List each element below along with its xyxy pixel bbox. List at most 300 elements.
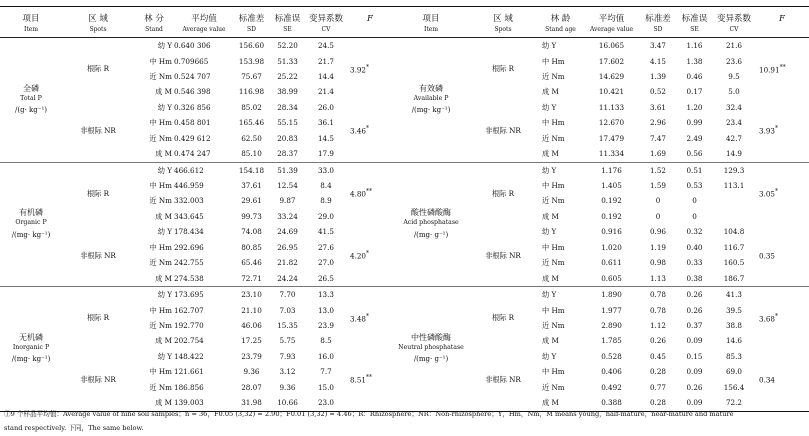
se-cell: 0.51 xyxy=(686,165,703,175)
f-value: 8.51 xyxy=(350,375,367,385)
cv-cell: 26.0 xyxy=(317,102,334,112)
f-value-cell xyxy=(755,38,809,100)
significance-mark: * xyxy=(775,188,779,196)
header-left-7-en xyxy=(346,23,394,38)
stand-cell: 中 Hm xyxy=(149,181,172,191)
stand-cell: 幼 Y xyxy=(542,227,557,237)
cv-cell: 36.1 xyxy=(317,118,334,128)
item-name-zh: 全磷 xyxy=(23,83,39,93)
f-value: 3.68 xyxy=(759,313,776,323)
average-value-cell: 0.326 856 xyxy=(174,102,211,112)
average-value-cell: 343.645 xyxy=(174,211,204,221)
item-unit: /(g· kg⁻¹) xyxy=(15,106,47,115)
spot-label: 非根际 NR xyxy=(485,126,521,136)
se-cell: 24.69 xyxy=(277,227,298,237)
cv-cell: 27.6 xyxy=(317,242,334,252)
se-cell: 9.87 xyxy=(279,196,296,206)
item-label-right xyxy=(394,38,468,163)
sd-cell: 2.96 xyxy=(649,118,666,128)
sd-cell: 17.25 xyxy=(241,336,262,346)
average-value-cell: 0.640 306 xyxy=(174,41,211,51)
average-value-cell: 0.388 xyxy=(601,398,622,408)
se-cell: 33.24 xyxy=(277,211,298,221)
cv-cell: 8.9 xyxy=(320,196,332,206)
se-cell: 52.20 xyxy=(277,41,298,51)
sd-cell: 153.98 xyxy=(238,56,265,66)
header-right-7-en xyxy=(755,23,809,38)
header-right-5: 标准误 xyxy=(681,13,708,23)
f-value-cell xyxy=(755,224,809,286)
se-cell: 0 xyxy=(692,211,697,221)
stand-cell: 中 Hm xyxy=(149,56,172,66)
se-cell: 7.93 xyxy=(279,351,296,361)
average-value-cell: 2.890 xyxy=(601,320,622,330)
average-value-cell: 332.003 xyxy=(174,196,204,206)
cv-cell: 21.4 xyxy=(317,87,334,97)
average-value-cell: 11.334 xyxy=(598,149,625,159)
table-row xyxy=(0,38,809,54)
average-value-cell: 173.695 xyxy=(174,290,204,300)
stand-cell: 近 Nm xyxy=(149,196,172,206)
stand-cell: 幼 Y xyxy=(157,351,172,361)
se-cell: 51.33 xyxy=(277,56,298,66)
stand-cell: 幼 Y xyxy=(542,41,557,51)
sd-cell: 0 xyxy=(655,211,661,221)
average-value-cell: 0.192 xyxy=(601,196,622,206)
f-value-cell xyxy=(755,100,809,162)
cv-cell: 33.0 xyxy=(317,165,334,175)
se-cell: 12.54 xyxy=(277,181,298,191)
cv-cell: 8.4 xyxy=(320,181,332,191)
spot-label: 非根际 NR xyxy=(80,126,116,136)
header-left-3: 平均值 xyxy=(191,13,217,23)
average-value-cell: 0.429 612 xyxy=(174,133,211,143)
significance-mark: * xyxy=(775,312,779,320)
average-value-cell: 1.785 xyxy=(601,336,622,346)
cv-cell: 72.2 xyxy=(725,398,742,408)
header-right-5-en: SE xyxy=(690,26,699,33)
average-value-cell: 1.020 xyxy=(601,242,622,252)
f-value: 3.46 xyxy=(350,126,367,136)
sd-cell: 116.98 xyxy=(238,87,265,97)
cv-cell: 8.5 xyxy=(320,336,332,346)
se-cell: 28.34 xyxy=(277,102,298,112)
stand-cell: 成 M xyxy=(155,87,172,97)
average-value-cell: 202.754 xyxy=(174,336,204,346)
sd-cell: 4.15 xyxy=(649,56,666,66)
item-name-en: Total P xyxy=(20,94,42,102)
sd-cell: 1.12 xyxy=(649,320,666,330)
cv-cell: 69.0 xyxy=(725,367,742,377)
significance-mark: * xyxy=(366,312,370,320)
sd-cell: 156.60 xyxy=(238,41,265,51)
sd-cell: 46.06 xyxy=(241,320,262,330)
average-value-cell: 0.916 xyxy=(601,227,622,237)
stand-cell: 近 Nm xyxy=(542,320,565,330)
se-cell: 0.09 xyxy=(686,336,703,346)
cv-cell: 14.4 xyxy=(317,71,334,81)
cv-cell: 7.7 xyxy=(320,367,332,377)
item-label-left xyxy=(0,162,62,287)
header-right-6-en: CV xyxy=(729,26,739,33)
stand-cell: 成 M xyxy=(542,273,559,283)
cv-cell: 41.3 xyxy=(725,290,742,300)
header-left-5: 标准误 xyxy=(274,13,301,23)
f-value: 10.91 xyxy=(759,64,780,74)
item-unit: /(mg· g⁻¹) xyxy=(413,230,449,239)
header-left-2: 林 分 xyxy=(144,13,164,23)
cv-cell xyxy=(713,209,755,224)
item-name-en: Neutral phosphatase xyxy=(398,343,464,351)
sd-cell: 85.10 xyxy=(241,149,262,159)
f-value-cell xyxy=(346,287,394,349)
cv-cell: 32.4 xyxy=(725,102,742,112)
stand-cell: 成 M xyxy=(155,398,172,408)
average-value-cell: 242.755 xyxy=(174,258,204,268)
item-unit: /(mg· kg⁻¹) xyxy=(11,230,51,239)
spot-label: 根际 R xyxy=(86,313,110,323)
average-value-cell: 0.192 xyxy=(601,211,622,221)
average-value-cell: 10.421 xyxy=(598,87,625,97)
header-left-3-en: Average value xyxy=(182,26,226,33)
item-name-zh: 有机磷 xyxy=(19,208,43,218)
se-cell: 0.26 xyxy=(686,290,703,300)
se-cell: 0.09 xyxy=(686,398,703,408)
spot-label: 根际 R xyxy=(86,188,110,198)
se-cell: 3.12 xyxy=(279,367,296,377)
stand-cell: 幼 Y xyxy=(157,102,172,112)
cv-cell: 116.7 xyxy=(723,242,745,252)
header-left-4: 标准差 xyxy=(238,13,265,23)
sd-cell: 0.52 xyxy=(649,87,666,97)
f-value-cell xyxy=(755,349,809,411)
stand-cell: 成 M xyxy=(542,336,559,346)
sd-cell: 1.39 xyxy=(649,71,666,81)
stand-cell: 中 Hm xyxy=(149,367,172,377)
f-value: 4.80 xyxy=(350,189,367,199)
stand-cell: 成 M xyxy=(155,211,172,221)
item-name-en: Inorganic P xyxy=(12,343,50,351)
stand-cell: 幼 Y xyxy=(157,227,172,237)
phosphorus-statistics-table xyxy=(0,6,809,412)
item-name-zh: 有效磷 xyxy=(419,83,443,93)
header-right-4: 标准差 xyxy=(645,13,671,23)
stand-cell: 成 M xyxy=(155,149,172,159)
stand-cell: 中 Hm xyxy=(149,305,172,315)
header-left-1-en: Spots xyxy=(89,26,107,33)
average-value-cell: 139.003 xyxy=(174,398,204,408)
se-cell: 2.49 xyxy=(686,133,703,143)
sd-cell: 0.28 xyxy=(649,367,666,377)
header-left-5-en: SE xyxy=(283,26,292,33)
stand-cell: 中 Hm xyxy=(542,242,565,252)
se-cell: 25.22 xyxy=(277,71,298,81)
item-label-left xyxy=(0,38,62,163)
header-left-7: F xyxy=(367,13,373,23)
average-value-cell: 0.474 247 xyxy=(174,149,211,159)
se-cell: 0.17 xyxy=(686,87,703,97)
cv-cell: 104.8 xyxy=(723,227,745,237)
sd-cell: 75.67 xyxy=(241,71,262,81)
sd-cell: 1.59 xyxy=(649,181,666,191)
cv-cell: 23.9 xyxy=(317,320,334,330)
se-cell: 21.82 xyxy=(277,258,298,268)
header-left-1: 区 域 xyxy=(88,13,108,23)
stand-cell: 近 Nm xyxy=(542,258,565,268)
cv-cell: 21.7 xyxy=(317,56,334,66)
sd-cell: 0.45 xyxy=(649,351,666,361)
average-value-cell: 0.458 801 xyxy=(174,118,211,128)
stand-cell: 近 Nm xyxy=(542,382,565,392)
spot-label: 根际 R xyxy=(86,64,110,74)
f-value-cell xyxy=(755,287,809,349)
header-right-4-en: SD xyxy=(653,26,663,33)
stand-cell: 成 M xyxy=(155,273,172,283)
header-left-6: 变异系数 xyxy=(308,13,343,23)
item-unit: /(mg· kg⁻¹) xyxy=(411,106,451,115)
cv-cell: 29.0 xyxy=(317,211,334,221)
spot-label: 非根际 NR xyxy=(80,375,116,385)
stand-cell: 中 Hm xyxy=(149,118,172,128)
se-cell: 1.20 xyxy=(686,102,703,112)
sd-cell: 65.46 xyxy=(241,258,262,268)
average-value-cell: 1.977 xyxy=(601,305,622,315)
cv-cell: 23.6 xyxy=(725,56,742,66)
cv-cell: 9.5 xyxy=(728,71,740,81)
stand-cell: 成 M xyxy=(542,149,559,159)
header-right-2-en: Stand age xyxy=(545,26,576,33)
f-value-cell xyxy=(755,162,809,224)
header-right-0: 项目 xyxy=(422,13,440,23)
stand-cell: 幼 Y xyxy=(157,290,172,300)
spot-label: 非根际 NR xyxy=(485,250,521,260)
sd-cell: 29.61 xyxy=(241,196,262,206)
se-cell: 38.99 xyxy=(277,87,298,97)
average-value-cell: 292.696 xyxy=(174,242,204,252)
sd-cell: 3.61 xyxy=(649,102,666,112)
item-unit: /(mg· kg⁻¹) xyxy=(11,355,51,364)
f-value-cell xyxy=(346,224,394,286)
se-cell: 10.66 xyxy=(277,398,298,408)
cv-cell: 13.0 xyxy=(317,305,334,315)
cv-cell: 21.6 xyxy=(725,41,742,51)
se-cell: 7.03 xyxy=(279,305,296,315)
sd-cell: 0.98 xyxy=(649,258,666,268)
se-cell: 0 xyxy=(692,196,697,206)
sd-cell: 165.46 xyxy=(238,118,265,128)
header-left-2-en: Stand xyxy=(145,26,163,33)
header-right-1: 区 域 xyxy=(493,13,513,23)
cv-cell: 27.0 xyxy=(317,258,334,268)
cv-cell: 5.0 xyxy=(728,87,740,97)
significance-mark: * xyxy=(366,125,370,133)
header-left-4-en: SD xyxy=(247,26,256,33)
item-label-right xyxy=(394,162,468,287)
sd-cell: 62.50 xyxy=(241,133,262,143)
f-value: 0.35 xyxy=(759,251,776,261)
stand-cell: 近 Nm xyxy=(542,133,565,143)
f-value-cell xyxy=(346,349,394,411)
se-cell: 0.32 xyxy=(686,227,703,237)
f-value: 4.20 xyxy=(350,251,367,261)
item-name-en: Available P xyxy=(413,94,449,102)
sd-cell: 21.10 xyxy=(241,305,262,315)
se-cell: 0.46 xyxy=(686,71,703,81)
header-right-1-en: Spots xyxy=(494,26,512,33)
header-right-3: 平均值 xyxy=(598,13,625,23)
sd-cell: 7.47 xyxy=(649,133,666,143)
significance-mark: ** xyxy=(366,188,373,196)
se-cell: 9.36 xyxy=(279,382,296,392)
sd-cell: 0.96 xyxy=(649,227,666,237)
se-cell: 24.24 xyxy=(277,273,298,283)
se-cell: 28.37 xyxy=(277,149,298,159)
average-value-cell: 0.546 398 xyxy=(174,87,211,97)
se-cell: 0.56 xyxy=(686,149,703,159)
stand-cell: 幼 Y xyxy=(542,290,557,300)
average-value-cell: 274.538 xyxy=(174,273,204,283)
f-value-cell xyxy=(346,100,394,162)
sd-cell: 23.10 xyxy=(241,290,262,300)
cv-cell: 16.0 xyxy=(317,351,334,361)
se-cell: 7.70 xyxy=(279,290,296,300)
se-cell: 51.39 xyxy=(277,165,298,175)
average-value-cell: 0.492 xyxy=(601,382,622,392)
average-value-cell: 1.405 xyxy=(601,181,622,191)
cv-cell: 13.3 xyxy=(317,290,334,300)
average-value-cell: 0.709665 xyxy=(174,56,209,66)
stand-cell: 中 Hm xyxy=(542,367,565,377)
cv-cell: 14.5 xyxy=(317,133,334,143)
se-cell: 15.35 xyxy=(277,320,298,330)
f-value: 3.05 xyxy=(759,189,776,199)
sd-cell: 0.78 xyxy=(649,305,666,315)
se-cell: 55.15 xyxy=(277,118,298,128)
sd-cell: 0 xyxy=(655,196,661,206)
spot-label: 非根际 NR xyxy=(485,375,521,385)
average-value-cell: 17.602 xyxy=(598,56,625,66)
sd-cell: 154.18 xyxy=(238,165,265,175)
spot-label: 根际 R xyxy=(491,64,515,74)
table-row xyxy=(0,162,809,178)
average-value-cell: 162.707 xyxy=(174,305,204,315)
stand-cell: 中 Hm xyxy=(542,118,565,128)
cv-cell: 156.4 xyxy=(723,382,745,392)
average-value-cell: 1.176 xyxy=(601,165,622,175)
se-cell: 0.26 xyxy=(686,382,703,392)
se-cell: 0.99 xyxy=(686,118,703,128)
sd-cell: 1.13 xyxy=(649,273,666,283)
stand-cell: 成 M xyxy=(542,211,559,221)
se-cell: 0.09 xyxy=(686,367,703,377)
header-right-0-en: Item xyxy=(423,26,439,33)
se-cell: 20.83 xyxy=(277,133,298,143)
average-value-cell: 11.133 xyxy=(598,102,625,112)
cv-cell: 160.5 xyxy=(723,258,745,268)
stand-cell: 成 M xyxy=(155,336,172,346)
cv-cell: 24.5 xyxy=(317,41,334,51)
se-cell: 5.75 xyxy=(279,336,296,346)
sd-cell: 85.02 xyxy=(241,102,262,112)
stand-cell: 中 Hm xyxy=(542,305,565,315)
se-cell: 0.53 xyxy=(686,181,703,191)
sd-cell: 0.77 xyxy=(649,382,666,392)
sd-cell: 72.71 xyxy=(241,273,262,283)
stand-cell: 近 Nm xyxy=(542,71,565,81)
sd-cell: 99.73 xyxy=(241,211,262,221)
spot-label: 根际 R xyxy=(491,188,515,198)
average-value-cell: 466.612 xyxy=(174,165,204,175)
stand-cell: 幼 Y xyxy=(157,165,172,175)
header-left-0-en: Item xyxy=(23,26,39,33)
cv-cell: 14.6 xyxy=(725,336,742,346)
stand-cell: 中 Hm xyxy=(149,242,172,252)
item-name-zh: 无机磷 xyxy=(19,332,43,342)
stand-cell: 幼 Y xyxy=(542,351,557,361)
average-value-cell: 0.406 xyxy=(601,367,622,377)
significance-mark: ** xyxy=(779,63,786,71)
table-header xyxy=(0,7,809,38)
sd-cell: 1.52 xyxy=(649,165,666,175)
se-cell: 1.16 xyxy=(686,41,703,51)
f-value-cell xyxy=(346,38,394,100)
f-value: 3.92 xyxy=(350,64,367,74)
footnote-line-2: stand respectively. 下同，The same below. xyxy=(4,424,144,432)
cv-cell: 85.3 xyxy=(725,351,742,361)
cv-cell: 15.0 xyxy=(317,382,334,392)
sd-cell: 0.28 xyxy=(649,398,666,408)
average-value-cell: 0.524 707 xyxy=(174,71,211,81)
header-right-3-en: Average value xyxy=(589,26,634,33)
average-value-cell: 0.611 xyxy=(601,258,622,268)
sd-cell: 1.69 xyxy=(649,149,666,159)
stand-cell: 近 Nm xyxy=(149,258,172,268)
cv-cell: 42.7 xyxy=(725,133,742,143)
stand-cell: 中 Hm xyxy=(542,56,565,66)
se-cell: 0.40 xyxy=(686,242,703,252)
significance-mark: * xyxy=(366,249,370,257)
stand-cell: 近 Nm xyxy=(149,320,172,330)
item-name-zh: 酸性磷酸酶 xyxy=(411,208,451,218)
stand-cell: 中 Hm xyxy=(542,181,565,191)
item-name-en: Acid phosphatase xyxy=(403,219,459,227)
average-value-cell: 446.959 xyxy=(174,181,204,191)
average-value-cell: 14.629 xyxy=(598,71,625,81)
average-value-cell: 0.528 xyxy=(601,351,622,361)
header-right-6: 变异系数 xyxy=(716,13,751,23)
significance-mark: * xyxy=(775,125,779,133)
cv-cell: 113.1 xyxy=(723,181,745,191)
cv-cell: 23.4 xyxy=(725,118,742,128)
table-row xyxy=(0,287,809,303)
se-cell: 0.33 xyxy=(686,258,703,268)
sd-cell: 0.78 xyxy=(649,290,666,300)
se-cell: 1.38 xyxy=(686,56,703,66)
stand-cell: 近 Nm xyxy=(149,133,172,143)
sd-cell: 0.26 xyxy=(649,336,666,346)
cv-cell: 14.9 xyxy=(725,149,742,159)
sd-cell: 31.98 xyxy=(241,398,262,408)
sd-cell: 1.19 xyxy=(649,242,666,252)
sd-cell: 80.85 xyxy=(241,242,262,252)
se-cell: 26.95 xyxy=(277,242,298,252)
header-left-6-en: CV xyxy=(321,26,331,33)
stand-cell: 成 M xyxy=(542,87,559,97)
spot-label: 非根际 NR xyxy=(80,250,116,260)
se-cell: 0.37 xyxy=(686,320,703,330)
average-value-cell: 0.605 xyxy=(601,273,622,283)
footnote-line-1: ①9 个样品平均值：Average value of nine soil samples；n = 36，F0.05 (3,32) = 2.90；F0.01 (3,32) = 4.46；R：Rhizosphere；NR：Non-rhizosphere；Y，Hm，Nm，M means young，half-mature，near-mature and mature xyxy=(4,410,734,418)
